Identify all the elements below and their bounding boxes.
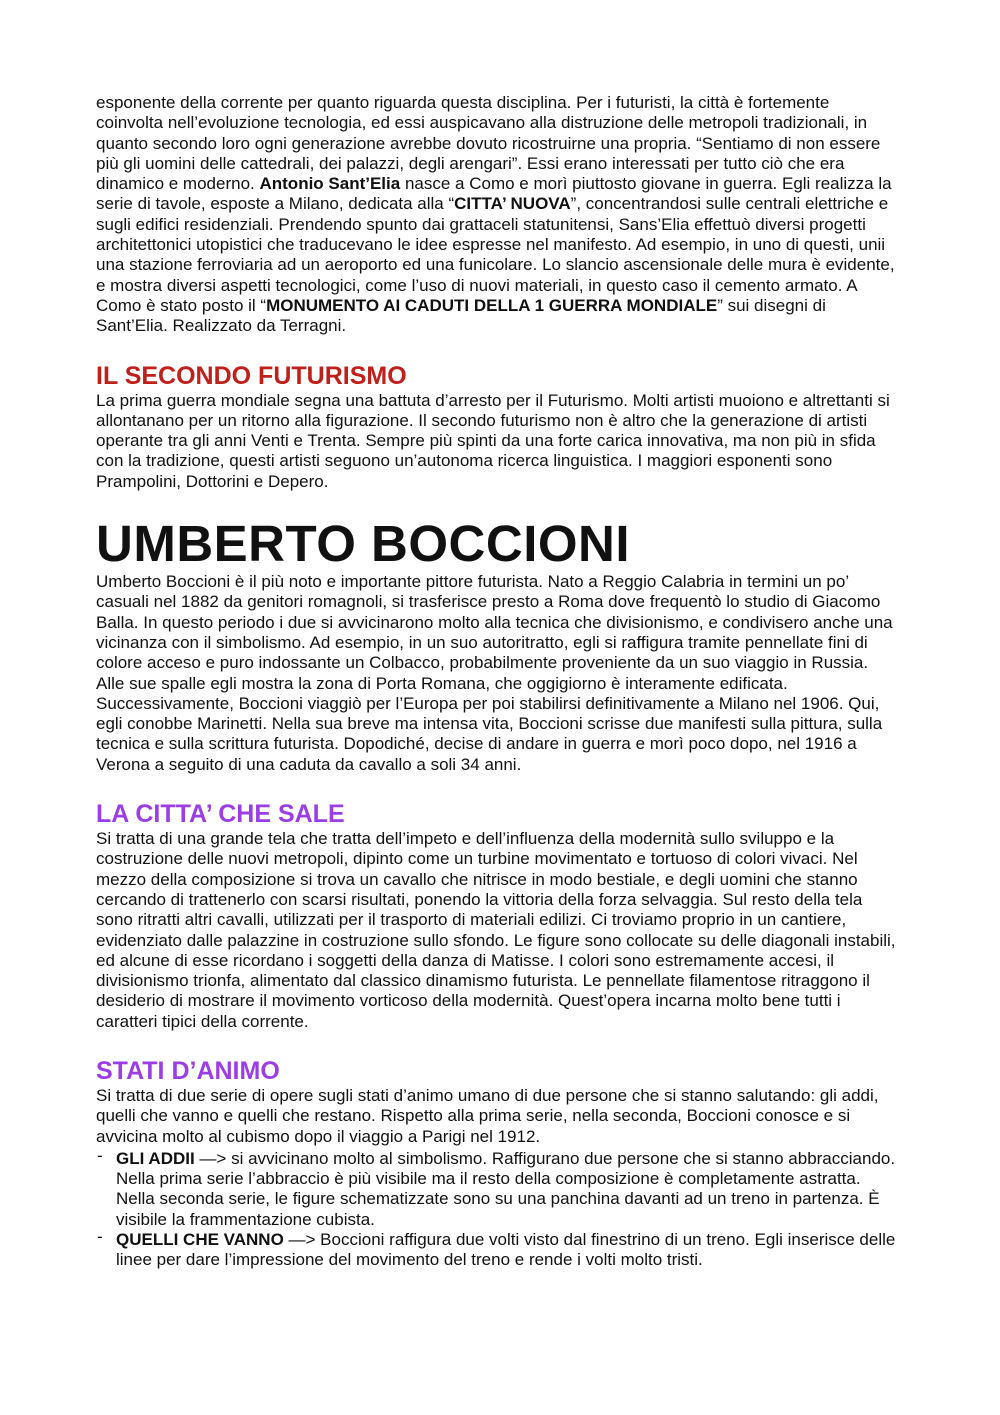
- intro-bold-santelia: Antonio Sant’Elia: [259, 174, 401, 194]
- heading-umberto-boccioni: UMBERTO BOCCIONI: [96, 515, 631, 573]
- list-item-title: QUELLI CHE VANNO: [116, 1230, 284, 1250]
- list-item-text: —> Boccioni raffigura due volti visto dal finestrino di un treno. Egli inserisce delle linee per dare l’impressione del movimento del treno e rende i volti molto tristi.: [116, 1230, 896, 1270]
- stati-paragraph: Si tratta di due serie di opere sugli stati d’animo umano di due persone che si stanno salutando: gli addi, quelli che vanno e quelli che restano. Rispetto alla prima serie, nella seconda, Boccioni conosce e si avvicina molto al cubismo dopo il viaggio a Parigi nel 1912.: [96, 1085, 879, 1146]
- list-item-text: —> si avvicinano molto al simbolismo. Raffigurano due persone che si stanno abbracciando. Nella prima serie l’abbraccio è più visibile ma il resto della composizione è completamente astratta. Nella seconda serie, le figure schematizzate sono su una panchina davanti ad un treno in partenza. È visibile la frammentazione cubista.: [116, 1148, 896, 1229]
- heading-citta-che-sale: LA CITTA’ CHE SALE: [96, 800, 345, 829]
- heading-secondo-futurismo: IL SECONDO FUTURISMO: [96, 361, 407, 390]
- citta-paragraph: Si tratta di una grande tela che tratta dell’impeto e dell’influenza della modernità sullo sviluppo e la costruzione delle nuovi metropoli, dipinto come un turbine movimentato e tortuoso di colori vivaci. Nel mezzo della composizione si trova un cavallo che nitrisce in modo bestiale, e degli uomini che stanno cercando di trattenerlo con scarsi risultati, ponendo la vittoria della forza selvaggia. Sul resto della tela sono ritratti altri cavalli, utilizzati per il trasporto di materiali edilizi. Ci troviamo proprio in un cantiere, evidenziato dalle palazzine in costruzione sullo sfondo. Le figure sono collocate su delle diagonali instabili, ed alcune di esse ricordano i soggetti della danza di Matisse. I colori sono estremamente accesi, il divisionismo trionfa, alimentato dal classico dinamismo futurista. Le pennellate filamentose ritraggono il desiderio di mostrare il movimento vorticoso della modernità. Quest’opera incarna molto bene tutti i caratteri tipici della corrente.: [96, 829, 896, 1031]
- intro-text-2: nasce a Como e morì piuttosto giovane in guerra. Egli realizza la serie di tavole, esposte a Milano, dedicata alla “: [96, 174, 892, 214]
- secondo-paragraph: La prima guerra mondiale segna una battuta d’arresto per il Futurismo. Molti artisti muoiono e altrettanti si allontanano per un ritorno alla figurazione. Il secondo futurismo non è altro che la generazione di artisti operante tra gli anni Venti e Trenta. Sempre più spinti da una forte carica innovativa, ma non più in sfida con la tradizione, questi artisti seguono un’autonoma ricerca linguistica. I maggiori esponenti sono Prampolini, Dottorini e Depero.: [96, 390, 890, 491]
- stati-list: [96, 1149, 900, 1271]
- list-item-quelli-che-vanno: [96, 1230, 900, 1271]
- intro-paragraph: [96, 93, 900, 337]
- list-item-title: GLI ADDII: [116, 1148, 195, 1168]
- intro-bold-citta-nuova: CITTA’ NUOVA: [454, 194, 571, 214]
- boccioni-paragraph: Umberto Boccioni è il più noto e importante pittore futurista. Nato a Reggio Calabria in termini un po’ casuali nel 1882 da genitori romagnoli, si trasferisce presto a Roma dove frequentò lo studio di Giacomo Balla. In questo periodo i due si avvicinarono molto alla tecnica che divisionismo, e condivisero anche una vicinanza con il simbolismo. Ad esempio, in un suo autoritratto, egli si raffigura tramite pennellate fini di colore acceso e puro indossante un Colbacco, probabilmente proveniente da un suo viaggio in Russia. Alle sue spalle egli mostra la zona di Porta Romana, che oggigiorno è interamente edificata. Successivamente, Boccioni viaggiò per l’Europa per poi stabilirsi definitivamente a Milano nel 1906. Qui, egli conobbe Marinetti. Nella sua breve ma intensa vita, Boccioni scrisse due manifesti sulla pittura, sulla tecnica e sulla scrittura futurista. Dopodiché, decise di andare in guerra e morì poco dopo, nel 1916 a Verona a seguito di una caduta da cavallo a soli 34 anni.: [96, 572, 893, 774]
- intro-text-1: esponente della corrente per quanto riguarda questa disciplina. Per i futuristi, la città è fortemente coinvolta nell’evoluzione tecnologia, ed essi auspicavano alla distruzione delle metropoli tradizionali, in quanto secondo loro ogni generazione avrebbe dovuto ricostruirne una propria. “Sentiamo di non essere più gli uomini delle cattedrali, dei palazzi, degli arengari”. Essi erano interessati per tutto ciò che era dinamico e moderno.: [96, 93, 881, 194]
- intro-text-4: ” sui disegni di Sant’Elia. Realizzato da Terragni.: [96, 295, 826, 336]
- heading-stati-danimo: STATI D’ANIMO: [96, 1056, 280, 1085]
- intro-bold-monumento: MONUMENTO AI CADUTI DELLA 1 GUERRA MONDIALE: [266, 295, 718, 315]
- list-item-gli-addii: [96, 1149, 900, 1230]
- intro-text-3: ”, concentrandosi sulle centrali elettriche e sugli edifici residenziali. Prendendo spunto dai grattaceli statunitensi, Sans’Elia effettuò diversi progetti architettonici utopistici che traducevano le idee espresse nel manifesto. Ad esempio, in uno di questi, unii una stazione ferroviaria ad un aeroporto ed una funicolare. Lo slancio ascensionale delle mura è evidente, e mostra diversi aspetti tecnologici, come l’uso di nuovi materiali, in questo caso il cemento armato. A Como è stato posto il “: [96, 194, 895, 315]
